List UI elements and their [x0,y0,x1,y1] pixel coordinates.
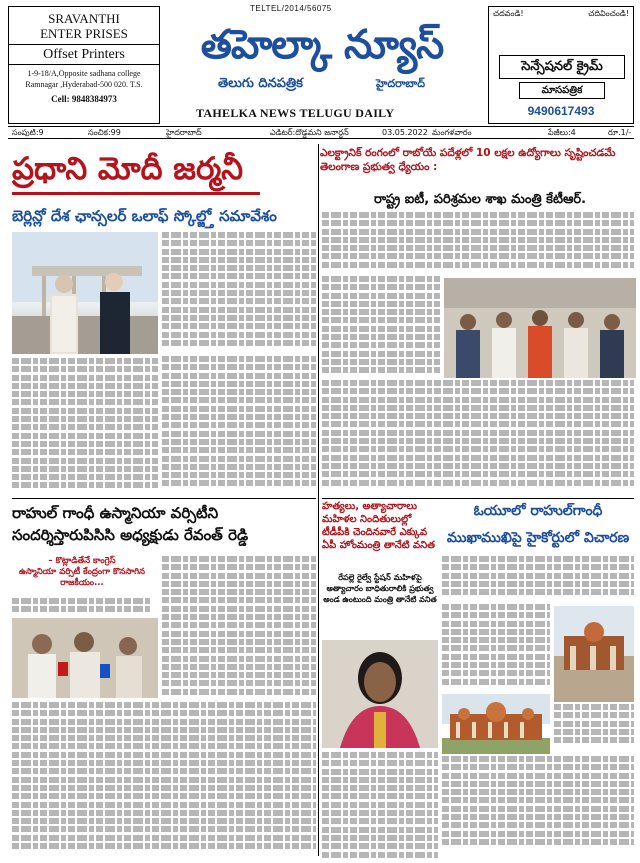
vanitha-subhead: రేపల్లె రైల్వే స్టేషన్ మహిళపై అత్యాచారం బాధితురాలికి ప్రభుత్వ అండ ఉంటుంది మంత్రి తానేటి వనిత [323,573,437,604]
headline-underline [12,190,260,202]
ktr-subhead: రాష్ట్ర ఐటీ, పరిశ్రమల శాఖ మంత్రి కేటీఆర్. [373,192,587,207]
share-label: చదివించండి! [588,9,629,18]
ad-service: Offset Printers [9,44,159,65]
high-court-photo-small [554,606,634,702]
newspaper-subtitle: తెలుగు దినపత్రిక [218,76,303,91]
rahul-body-intro [12,598,152,616]
vanitha-body [322,752,438,860]
revanth-press-photo [12,618,158,698]
ktr-event-photo [444,278,636,378]
newspaper-title: తహెల్కా న్యూస్ [200,22,444,68]
ktr-body-bottom [322,380,634,494]
price: రూ.1/- [608,128,632,137]
kicker-2: ఉస్మానియా వర్సిటీ కేంద్రంగా కొనసాగిన రాజకీయం... [18,567,146,588]
ktr-headline: ఎలక్ట్రానిక్ రంగంలో రాబోయే పదేళ్లలో 10 లక్షల ఉద్యోగాలు సృష్టించడమే తెలంగాణ ప్రభుత్వ ధ్యేయం : [320,147,616,173]
modi-headline: ప్రధాని మోదీ జర్మనీ [12,151,243,187]
english-title: TAHELKA NEWS TELUGU DAILY [196,106,395,120]
ad-name-2: ENTER PRISES [40,26,128,41]
column-divider [318,144,319,856]
read-label: చదవండి! [493,9,524,18]
section-rule [12,498,316,499]
editor: ఎడిటర్:దొడ్డమని జనార్దన్ [270,128,349,137]
info-city: హైదరాబాద్ [166,128,202,137]
modi-body-top-right [162,232,316,352]
volume: సంపుటి:9 [12,128,44,137]
rahul-body-bottom [12,702,316,852]
newspaper-city: హైదరాబాద్ [376,77,425,90]
vanitha-column [322,500,438,860]
ou-headline-1: ఓయూలో రాహుల్‌గాంధీ [473,503,603,519]
phone-number: 9490617493 [527,104,595,118]
ou-body-right [554,704,634,752]
vanitha-photo [322,640,438,748]
ktr-body-top [322,212,634,274]
revanth-kicker [12,556,152,596]
sensational-crime-label: సెన్సేషనల్ క్రైమ్ [499,55,625,79]
modi-body-right [162,356,316,496]
rahul-body-right [162,556,316,700]
ou-body-left [442,604,550,692]
printer-ad-box [8,6,160,124]
rahul-headline: రాహుల్ గాంధీ ఉస్మానియా వర్సిటీని సందర్శిస్తారుపిసిసి అధ్యక్షుడు రేవంత్ రెడ్డి [12,504,249,544]
monthly-label: మాసపత్రిక [519,82,605,99]
ad-cell: Cell: 9848384973 [51,94,117,104]
date: 03.05.2022 [382,128,428,137]
modi-subhead: బెర్లిన్లో దేశ ఛాన్సలర్ ఒలాఫ్ స్కోల్జ్తో సమావేశం [12,207,277,225]
crime-magazine-box [488,6,634,124]
day: మంగళవారం [432,128,472,137]
high-court-photo [442,694,550,754]
registration-number: TELTEL/2014/56075 [250,4,332,13]
modi-body-left [12,358,158,496]
ou-body-top [442,556,634,602]
ad-name: SRAVANTHI [48,11,120,26]
ou-headline-2: ముఖాముఖిపై హైకోర్టులో విచారణ [446,530,630,546]
ad-address: 1-9-18/A,Opposite sadhana college Ramnagar ,Hyderabad-500 020. T.S. [25,69,143,89]
ou-body-bottom [442,756,634,854]
modi-scholz-photo [12,232,158,354]
kicker-1: – కొట్లాడితేనే కాంగ్రెస్ [48,556,116,566]
section-rule-right [322,498,634,499]
vanitha-headline: హత్యలు, అత్యాచారాలు మహిళల నిందితులుల్లో టీడీపీకి చెందినవారే ఎక్కువ ఏపీ హోంమంత్రి తానేటి వనిత [322,501,435,551]
ktr-body-left [322,276,440,378]
pages: పేజీలు:4 [548,128,576,137]
info-bar [8,126,634,139]
issue: సంచిక:99 [88,128,121,137]
